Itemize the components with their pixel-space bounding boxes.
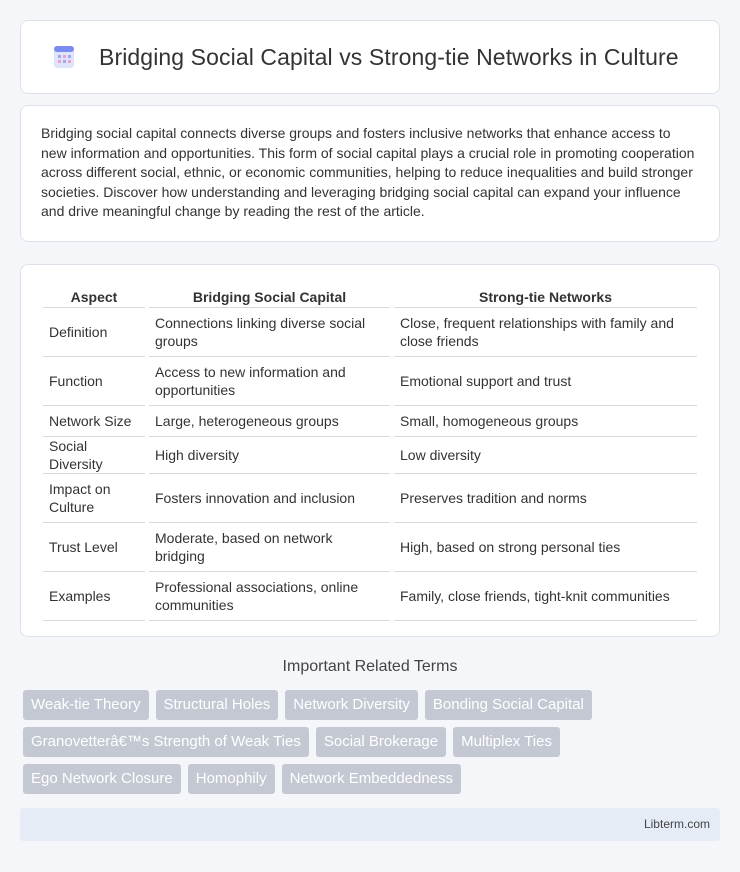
row-aspect: Trust Level [43,523,145,572]
row-strong-tie: Low diversity [394,437,697,474]
intro-card [20,105,720,242]
row-aspect: Network Size [43,406,145,437]
row-aspect: Social Diversity [43,437,145,474]
column-header-aspect: Aspect [43,284,145,308]
column-header-strong-tie: Strong-tie Networks [394,284,697,308]
table-row [43,308,697,357]
row-bridging: High diversity [149,437,390,474]
table-row [43,572,697,621]
table-header-row [43,284,697,308]
related-term-tag[interactable]: Structural Holes [156,690,279,720]
table-row [43,437,697,474]
row-bridging: Access to new information and opportunities [149,357,390,406]
table-row [43,357,697,406]
related-term-tag[interactable]: Network Embeddedness [282,764,461,794]
row-strong-tie: Close, frequent relationships with family and close friends [394,308,697,357]
related-term-tag[interactable]: Homophily [188,764,275,794]
intro-paragraph: Bridging social capital connects diverse groups and fosters inclusive networks that enhance access to new information and opportunities. This form of social capital plays a crucial role in promoting cooperation across different social, ethnic, or economic communities, helping to reduce inequalities and build stronger societies. Discover how understanding and leveraging bridging social capital can expand your influence and drive meaningful change by reading the rest of the article. [41,125,695,220]
row-strong-tie: High, based on strong personal ties [394,523,697,572]
related-terms-list [23,690,723,794]
row-aspect: Definition [43,308,145,357]
related-term-tag[interactable]: Social Brokerage [316,727,446,757]
comparison-table-card [20,264,720,637]
row-bridging: Professional associations, online communities [149,572,390,621]
row-strong-tie: Preserves tradition and norms [394,474,697,523]
row-aspect: Function [43,357,145,406]
related-term-tag[interactable]: Weak-tie Theory [23,690,149,720]
related-terms-title: Important Related Terms [282,658,458,675]
related-term-tag[interactable]: Network Diversity [285,690,418,720]
table-row [43,474,697,523]
page-title: Bridging Social Capital vs Strong-tie Networks in Culture [99,43,679,70]
table-row [43,523,697,572]
row-bridging: Connections linking diverse social groups [149,308,390,357]
related-term-tag[interactable]: Bonding Social Capital [425,690,592,720]
footer-source: Libterm.com [20,808,720,841]
row-strong-tie: Small, homogeneous groups [394,406,697,437]
related-term-tag[interactable]: Multiplex Ties [453,727,560,757]
header-card [20,20,720,94]
document-icon [51,44,77,70]
row-bridging: Fosters innovation and inclusion [149,474,390,523]
table-row [43,406,697,437]
row-aspect: Examples [43,572,145,621]
row-bridging: Large, heterogeneous groups [149,406,390,437]
row-strong-tie: Emotional support and trust [394,357,697,406]
related-term-tag[interactable]: Granovetterâ€™s Strength of Weak Ties [23,727,309,757]
comparison-table [39,284,701,621]
row-bridging: Moderate, based on network bridging [149,523,390,572]
related-term-tag[interactable]: Ego Network Closure [23,764,181,794]
column-header-bridging: Bridging Social Capital [149,284,390,308]
row-aspect: Impact on Culture [43,474,145,523]
row-strong-tie: Family, close friends, tight-knit communities [394,572,697,621]
